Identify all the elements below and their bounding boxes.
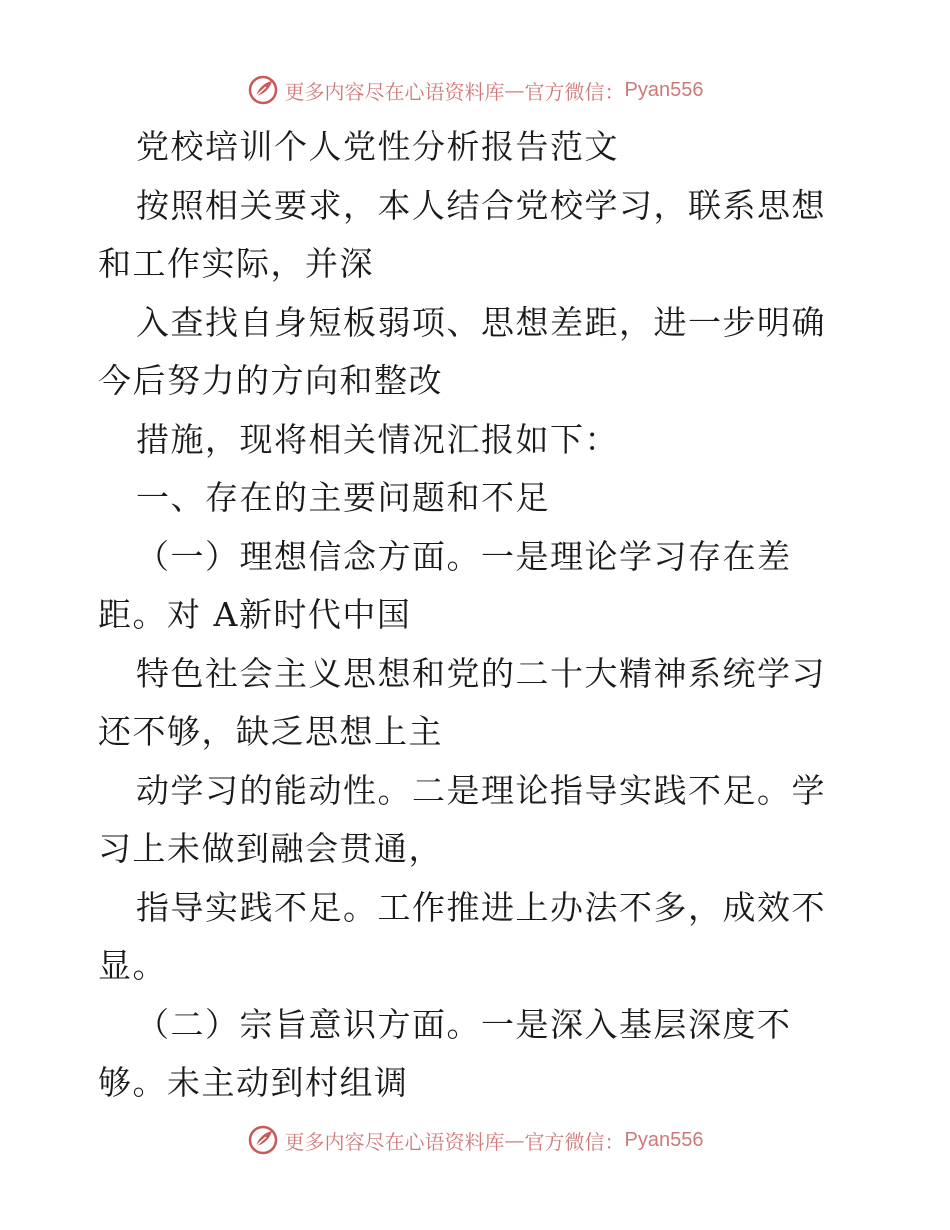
paragraph: 指导实践不足。工作推进上办法不多，成效不显。 bbox=[98, 887, 826, 985]
banner-text: 更多内容尽在心语资料库 bbox=[284, 1129, 505, 1154]
paragraph: （一）理想信念方面。一是理论学习存在差距。对 A新时代中国 bbox=[98, 536, 792, 634]
banner-label: 官方微信： bbox=[524, 79, 625, 104]
leaf-logo-icon bbox=[247, 1124, 279, 1156]
banner-handle: Pyan556 bbox=[624, 1128, 704, 1151]
paragraph: （二）宗旨意识方面。一是深入基层深度不够。未主动到村组调 bbox=[98, 1004, 792, 1102]
leaf-logo-icon bbox=[247, 74, 279, 106]
banner-handle: Pyan556 bbox=[624, 78, 704, 101]
banner-separator: — bbox=[504, 78, 525, 102]
footer-banner bbox=[0, 1120, 950, 1160]
paragraph: 动学习的能动性。二是理论指导实践不足。学习上未做到融会贯通， bbox=[98, 770, 826, 868]
banner-separator: — bbox=[504, 1128, 525, 1152]
document-title: 党校培训个人党性分析报告范文 bbox=[136, 127, 619, 166]
document-body bbox=[98, 118, 858, 1113]
banner-text: 更多内容尽在心语资料库 bbox=[284, 79, 505, 104]
paragraph: 入查找自身短板弱项、思想差距，进一步明确今后努力的方向和整改 bbox=[98, 302, 826, 400]
paragraph: 措施，现将相关情况汇报如下： bbox=[136, 419, 619, 459]
paragraph: 特色社会主义思想和党的二十大精神系统学习还不够，缺乏思想上主 bbox=[98, 653, 826, 751]
section-heading: 一、存在的主要问题和不足 bbox=[136, 478, 550, 517]
header-banner bbox=[0, 70, 950, 110]
paragraph: 按照相关要求，本人结合党校学习，联系思想和工作实际，并深 bbox=[98, 185, 826, 283]
banner-label: 官方微信： bbox=[524, 1129, 625, 1154]
